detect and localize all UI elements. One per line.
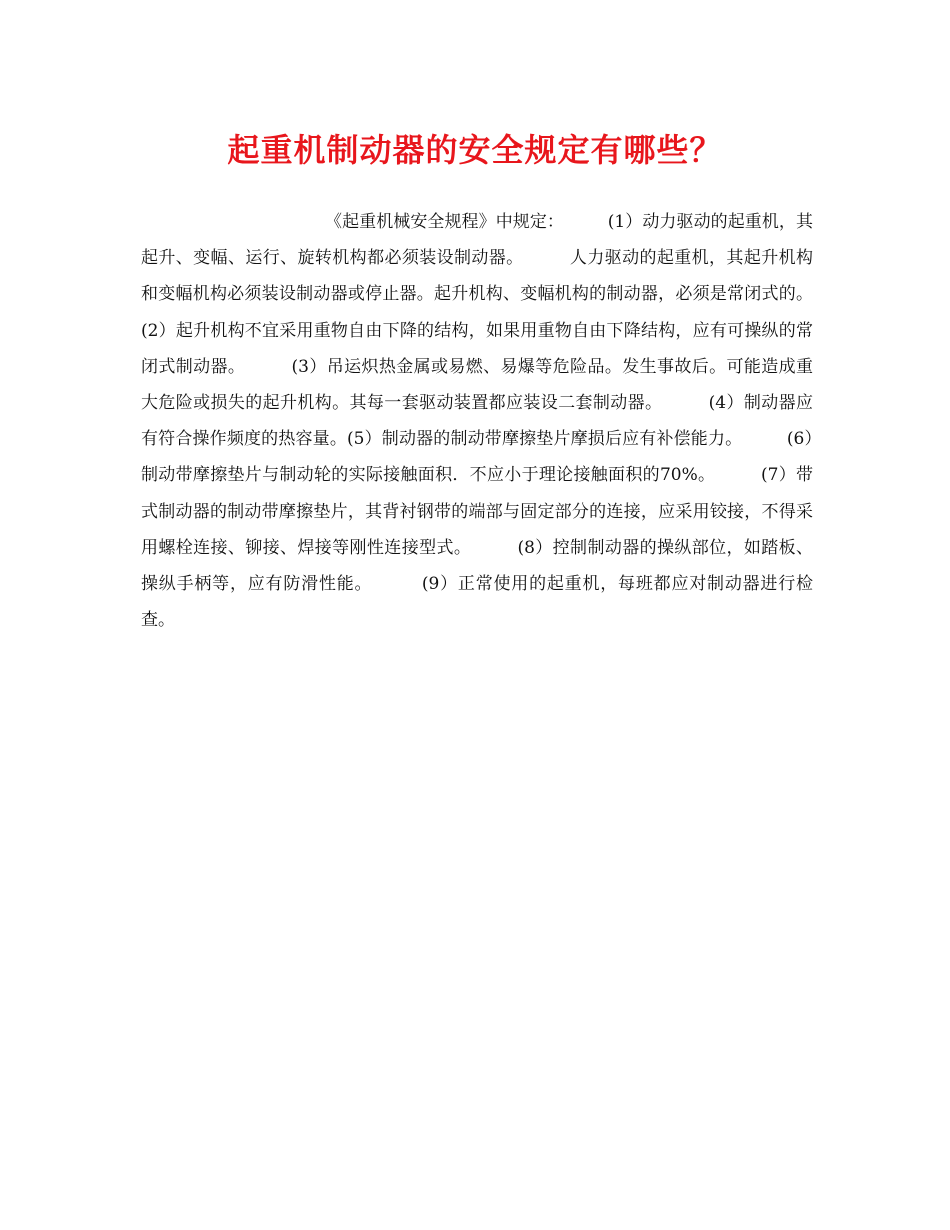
document-title: 起重机制动器的安全规定有哪些？: [227, 131, 723, 169]
document-body-paragraph: 《起重机械安全规程》中规定： (1）动力驱动的起重机，其起升、变幅、运行、旋转机构都必须装设制动器。 人力驱动的起重机，其起升机构和变幅机构必须装设制动器或停止器。起升机构、变幅机构的制动器，必须是常闭式的。 (2）起升机构不宜采用重物自由下降的结构，如果用重物自由下降结构，应有可操纵的常闭式制动器。 (3）吊运炽热金属或易燃、易爆等危险品。发生事故后。可能造成重大危险或损失的起升机构。其每一套驱动装置都应装设二套制动器。 (4）制动器应有符合操作频度的热容量。(5）制动器的制动带摩擦垫片摩损后应有补偿能力。 (6）制动带摩擦垫片与制动轮的实际接触面积．不应小于理论接触面积的70%。 (7）带式制动器的制动带摩擦垫片，其背衬钢带的端部与固定部分的连接，应采用铰接，不得采用螺栓连接、铆接、焊接等刚性连接型式。 (8）控制制动器的操纵部位，如踏板、操纵手柄等，应有防滑性能。 (9）正常使用的起重机，每班都应对制动器进行检查。: [141, 212, 857, 631]
